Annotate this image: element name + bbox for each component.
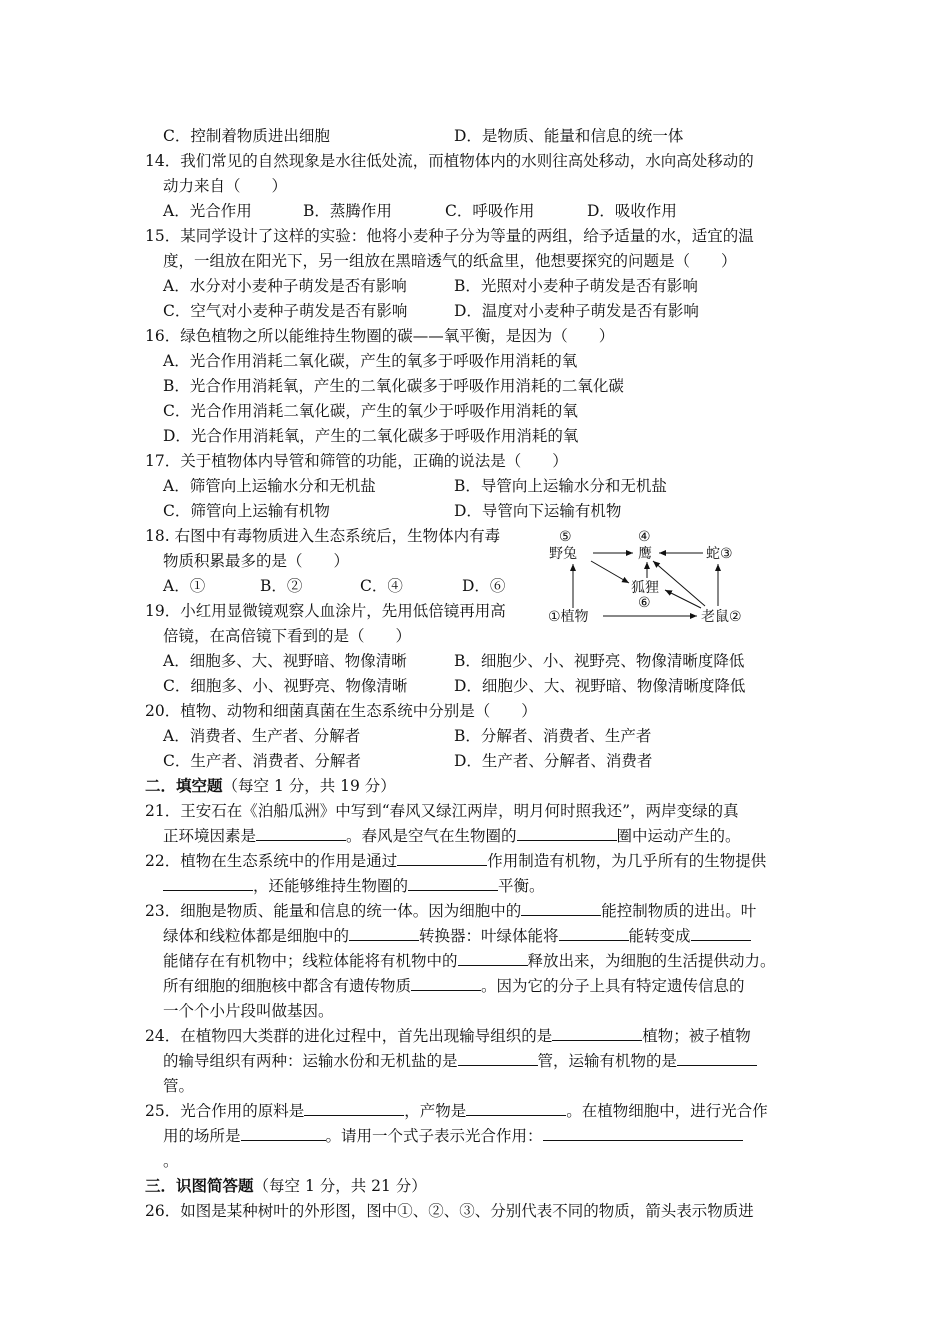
- q23-blank-3[interactable]: [559, 925, 629, 941]
- q25-blank-3[interactable]: [241, 1125, 326, 1141]
- q19-option-a: A．细胞多、大、视野暗、物像清晰: [163, 652, 407, 670]
- q23-line1: [145, 900, 756, 922]
- food-web-diagram: [543, 528, 773, 628]
- q23-blank-6[interactable]: [411, 975, 481, 991]
- q23-text-f: 能储存在有机物中；线粒体能将有机物中的: [163, 952, 458, 970]
- q24-text-a: 24．在植物四大类群的进化过程中，首先出现输导组织的是: [145, 1027, 553, 1045]
- label-n5: ⑤: [559, 529, 572, 545]
- q25-blank-1[interactable]: [304, 1100, 404, 1116]
- q15-stem-line2: 度，一组放在阳光下，另一组放在黑暗透气的纸盒里，他想要探究的问题是（ ）: [163, 252, 737, 270]
- q16-option-d: D．光合作用消耗氧，产生的二氧化碳多于呼吸作用消耗的氧: [163, 427, 579, 445]
- q20-option-a: A．消费者、生产者、分解者: [163, 727, 361, 745]
- arrow-mouse-hawk: [653, 561, 705, 606]
- q23-blank-4[interactable]: [691, 925, 751, 941]
- q25-line3: 。: [163, 1152, 179, 1170]
- q25-text-e: 。请用一个式子表示光合作用：: [325, 1127, 543, 1145]
- q15-option-b: B．光照对小麦种子萌发是否有影响: [454, 277, 698, 295]
- q23-line2: [163, 925, 751, 947]
- q22-line2: [163, 875, 545, 897]
- q17-stem: 17．关于植物体内导管和筛管的功能，正确的说法是（ ）: [145, 452, 568, 470]
- q21-text-a: 正环境因素是: [163, 827, 257, 845]
- q22-text-a: 22．植物在生态系统中的作用是通过: [145, 852, 398, 870]
- q13-option-c: C．控制着物质进出细胞: [163, 127, 330, 145]
- q21-blank-2[interactable]: [517, 825, 617, 841]
- arrow-mouse-fox: [665, 590, 701, 608]
- node-fox: 狐狸: [631, 580, 659, 596]
- q20-option-b: B．分解者、消费者、生产者: [454, 727, 652, 745]
- q18-stem-line1: 18. 右图中有毒物质进入生态系统后，生物体内有毒: [145, 527, 501, 545]
- q25-text-d: 用的场所是: [163, 1127, 241, 1145]
- q14-option-a: A．光合作用: [163, 202, 252, 220]
- q20-stem: 20．植物、动物和细菌真菌在生态系统中分别是（ ）: [145, 702, 537, 720]
- q22-blank-2[interactable]: [163, 875, 253, 891]
- q23-line4: [163, 975, 745, 997]
- q17-option-b: B．导管向上运输水分和无机盐: [454, 477, 667, 495]
- node-mouse: 老鼠②: [701, 609, 742, 625]
- section2-heading: [145, 775, 396, 797]
- q24-blank-2[interactable]: [458, 1050, 538, 1066]
- q25-blank-2[interactable]: [466, 1100, 566, 1116]
- q25-text-c: 。在植物细胞中，进行光合作: [566, 1102, 768, 1120]
- q15-option-c: C．空气对小麦种子萌发是否有影响: [163, 302, 408, 320]
- q21-text-c: 圈中运动产生的。: [616, 827, 741, 845]
- q25-text-b: ，产物是: [404, 1102, 467, 1120]
- q18-stem-line2: 物质积累最多的是（ ）: [163, 552, 350, 570]
- q23-text-b: 能控制物质的进出。叶: [601, 902, 757, 920]
- q21-text-b: 。春风是空气在生物圈的: [346, 827, 517, 845]
- q24-line2: [163, 1050, 757, 1072]
- q20-option-d: D．生产者、分解者、消费者: [454, 752, 653, 770]
- q20-option-c: C．生产者、消费者、分解者: [163, 752, 361, 770]
- q17-option-d: D．导管向下运输有机物: [454, 502, 622, 520]
- q18-option-c: C．④: [360, 577, 403, 595]
- q23-line3: [163, 950, 776, 972]
- q24-blank-1[interactable]: [552, 1025, 642, 1041]
- q14-option-b: B．蒸腾作用: [303, 202, 392, 220]
- q24-text-b: 植物；被子植物: [642, 1027, 751, 1045]
- q24-line3: 管。: [163, 1077, 195, 1095]
- q24-text-d: 管，运输有机物的是: [537, 1052, 678, 1070]
- q19-stem-line2: 倍镜，在高倍镜下看到的是（ ）: [163, 627, 412, 645]
- q25-blank-4[interactable]: [543, 1125, 743, 1141]
- q23-text-i: 。因为它的分子上具有特定遗传信息的: [481, 977, 745, 995]
- section2-title: 二．填空题: [145, 776, 223, 795]
- q22-text-c: ，还能够维持生物圈的: [253, 877, 409, 895]
- q13-option-d: D．是物质、能量和信息的统一体: [454, 127, 684, 145]
- q21-line1: 21．王安石在《泊船瓜洲》中写到“春风又绿江两岸，明月何时照我还”，两岸变绿的真: [145, 802, 739, 820]
- q23-blank-5[interactable]: [458, 950, 528, 966]
- q22-text-b: 作用制造有机物，为几乎所有的生物提供: [487, 852, 767, 870]
- q15-option-d: D．温度对小麦种子萌发是否有影响: [454, 302, 699, 320]
- q21-blank-1[interactable]: [256, 825, 346, 841]
- q18-option-a: A．①: [163, 577, 206, 595]
- arrow-rabbit-fox: [591, 561, 629, 583]
- q25-line2: [163, 1125, 743, 1147]
- q22-blank-3[interactable]: [408, 875, 498, 891]
- q21-line2: [163, 825, 741, 847]
- q26-line1: 26．如图是某种树叶的外形图，图中①、②、③、分别代表不同的物质，箭头表示物质进: [145, 1202, 754, 1220]
- section3-title: 三．识图简答题: [145, 1176, 254, 1195]
- q14-option-c: C．呼吸作用: [445, 202, 535, 220]
- q17-option-c: C．筛管向上运输有机物: [163, 502, 330, 520]
- q23-text-d: 转换器：叶绿体能将: [419, 927, 559, 945]
- section3-heading: [145, 1175, 427, 1197]
- q14-stem-line2: 动力来自（ ）: [163, 177, 288, 195]
- q24-blank-3[interactable]: [677, 1050, 757, 1066]
- q14-option-d: D．吸收作用: [587, 202, 677, 220]
- node-rabbit: 野兔: [549, 546, 577, 562]
- q25-text-a: 25．光合作用的原料是: [145, 1102, 305, 1120]
- q16-option-b: B．光合作用消耗氧，产生的二氧化碳多于呼吸作用消耗的二氧化碳: [163, 377, 624, 395]
- q19-option-d: D．细胞少、大、视野暗、物像清晰度降低: [454, 677, 746, 695]
- label-n4: ④: [638, 529, 651, 545]
- q19-option-b: B．细胞少、小、视野亮、物像清晰度降低: [454, 652, 745, 670]
- q25-line1: [145, 1100, 768, 1122]
- q22-text-d: 平衡。: [498, 877, 545, 895]
- q16-stem: 16．绿色植物之所以能维持生物圈的碳——氧平衡，是因为（ ）: [145, 327, 615, 345]
- q23-blank-1[interactable]: [521, 900, 601, 916]
- q16-option-a: A．光合作用消耗二氧化碳，产生的氧多于呼吸作用消耗的氧: [163, 352, 578, 370]
- q24-line1: [145, 1025, 751, 1047]
- label-n6: ⑥: [638, 595, 651, 611]
- q23-text-h: 所有细胞的细胞核中都含有遗传物质: [163, 977, 412, 995]
- q22-blank-1[interactable]: [397, 850, 487, 866]
- node-plant: ①植物: [548, 609, 589, 625]
- q18-option-b: B．②: [260, 577, 303, 595]
- section2-note: （每空 1 分，共 19 分）: [222, 777, 396, 795]
- q16-option-c: C．光合作用消耗二氧化碳，产生的氧少于呼吸作用消耗的氧: [163, 402, 578, 420]
- q14-stem-line1: 14．我们常见的自然现象是水往低处流，而植物体内的水则往高处移动，水向高处移动的: [145, 152, 754, 170]
- q24-text-c: 的输导组织有两种：运输水份和无机盐的是: [163, 1052, 458, 1070]
- q23-line5: 一个个小片段叫做基因。: [163, 1002, 334, 1020]
- q23-text-e: 能转变成: [628, 927, 691, 945]
- q23-text-a: 23．细胞是物质、能量和信息的统一体。因为细胞中的: [145, 902, 522, 920]
- node-hawk: 鹰: [638, 546, 652, 562]
- q22-line1: [145, 850, 766, 872]
- q15-option-a: A．水分对小麦种子萌发是否有影响: [163, 277, 407, 295]
- section3-note: （每空 1 分，共 21 分）: [253, 1177, 427, 1195]
- q15-stem-line1: 15．某同学设计了这样的实验：他将小麦种子分为等量的两组，给予适量的水，适宜的温: [145, 227, 754, 245]
- q19-option-c: C．细胞多、小、视野亮、物像清晰: [163, 677, 408, 695]
- q23-text-c: 绿体和线粒体都是细胞中的: [163, 927, 350, 945]
- q23-blank-2[interactable]: [349, 925, 419, 941]
- q18-option-d: D．⑥: [462, 577, 506, 595]
- q19-stem-line1: 19．小红用显微镜观察人血涂片，先用低倍镜再用高: [145, 602, 506, 620]
- node-snake: 蛇③: [706, 546, 733, 562]
- q23-text-g: 释放出来，为细胞的生活提供动力。: [527, 952, 776, 970]
- q17-option-a: A．筛管向上运输水分和无机盐: [163, 477, 376, 495]
